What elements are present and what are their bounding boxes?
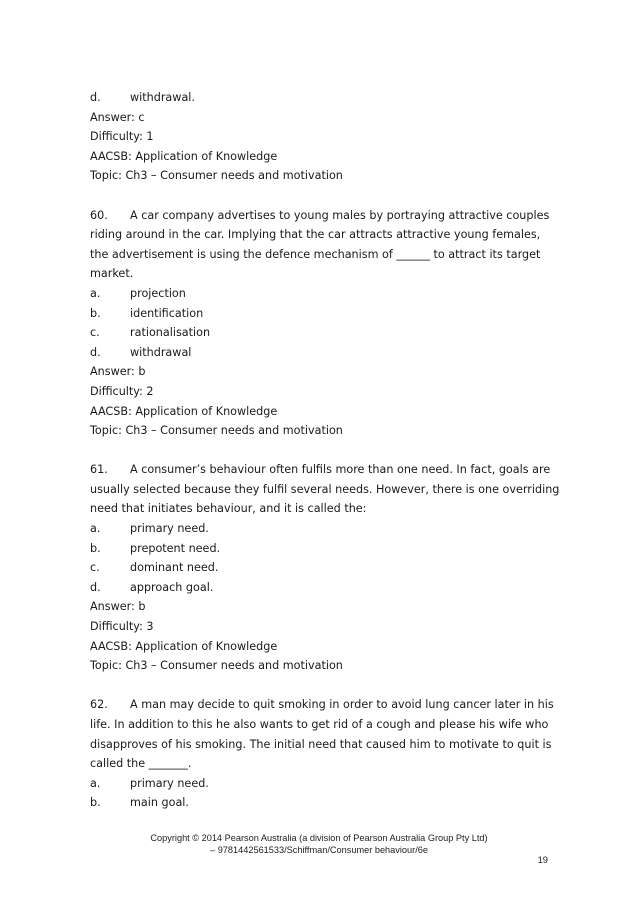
aacsb: AACSB: Application of Knowledge xyxy=(90,639,278,653)
page-number: 19 xyxy=(537,854,548,865)
option-text: rationalisation xyxy=(130,326,211,340)
option-b xyxy=(90,793,548,813)
option-a xyxy=(90,774,548,794)
question-line: called the _______. xyxy=(90,757,192,771)
question-line: life. In addition to this he also wants to get rid of a cough and please his wife who xyxy=(90,718,549,731)
option-b xyxy=(90,539,548,559)
topic: Topic: Ch3 – Consumer needs and motivation xyxy=(90,169,343,183)
page-content xyxy=(90,88,560,813)
option-text: dominant need. xyxy=(130,561,219,575)
option-label: a. xyxy=(90,776,101,790)
option-label: b. xyxy=(90,306,101,320)
option-label: d. xyxy=(90,580,101,594)
option-a xyxy=(90,284,548,304)
question-line: market. xyxy=(90,267,134,281)
option-text: prepotent need. xyxy=(130,541,221,555)
aacsb: AACSB: Application of Knowledge xyxy=(90,404,278,418)
copyright-line: Copyright © 2014 Pearson Australia (a division of Pearson Australia Group Pty Ltd) xyxy=(150,833,488,843)
option-c xyxy=(90,558,548,578)
question-line: disapproves of his smoking. The initial need that caused him to motivate to quit is xyxy=(90,737,552,751)
option-b xyxy=(90,304,548,324)
question-line: the advertisement is using the defence mechanism of ______ to attract its target xyxy=(90,247,541,261)
answer: Answer: b xyxy=(90,365,146,379)
isbn-line: – 9781442561533/Schiffman/Consumer behaviour/6e xyxy=(210,845,428,855)
option-label: b. xyxy=(90,541,101,555)
option-c xyxy=(90,323,548,343)
option-d xyxy=(90,343,548,363)
option-label: a. xyxy=(90,286,101,300)
option-label: d. xyxy=(90,91,101,104)
option-label: c. xyxy=(90,561,100,575)
option-text: withdrawal. xyxy=(130,91,195,104)
option-text: withdrawal xyxy=(130,345,192,359)
option-label: b. xyxy=(90,796,101,810)
question-line: A consumer’s behaviour often fulfils more than one need. In fact, goals are xyxy=(130,463,551,477)
option-label: c. xyxy=(90,326,100,340)
aacsb: AACSB: Application of Knowledge xyxy=(90,149,278,163)
option-text: identification xyxy=(130,306,204,320)
answer: Answer: b xyxy=(90,600,146,614)
question-line: riding around in the car. Implying that the car attracts attractive young females, xyxy=(90,228,541,242)
difficulty: Difficulty: 3 xyxy=(90,620,154,634)
question-number: 60. xyxy=(90,208,108,222)
question-line: usually selected because they fulfil several needs. However, there is one overriding xyxy=(90,482,560,496)
option-text: approach goal. xyxy=(130,580,214,594)
option-text: primary need. xyxy=(130,522,209,536)
question-62 xyxy=(90,695,554,813)
page-footer xyxy=(90,832,548,856)
question-line: A man may decide to quit smoking in order to avoid lung cancer later in his xyxy=(130,698,554,712)
question-line: need that initiates behaviour, and it is called the: xyxy=(90,502,367,516)
topic: Topic: Ch3 – Consumer needs and motivation xyxy=(90,424,343,438)
difficulty: Difficulty: 1 xyxy=(90,130,154,144)
topic: Topic: Ch3 – Consumer needs and motivation xyxy=(90,659,343,673)
option-d xyxy=(90,578,548,598)
question-61 xyxy=(90,460,560,676)
difficulty: Difficulty: 2 xyxy=(90,384,154,398)
question-line: A car company advertises to young males by portraying attractive couples xyxy=(130,208,550,222)
question-number: 62. xyxy=(90,698,108,712)
question-60 xyxy=(90,206,548,441)
option-text: primary need. xyxy=(130,776,209,790)
option-text: main goal. xyxy=(130,796,189,810)
option-label: a. xyxy=(90,522,101,536)
answer: Answer: c xyxy=(90,110,145,124)
option-a xyxy=(90,519,548,539)
option-label: d. xyxy=(90,345,101,359)
option-text: projection xyxy=(130,286,186,300)
question-number: 61. xyxy=(90,463,108,477)
option-d xyxy=(90,88,548,108)
